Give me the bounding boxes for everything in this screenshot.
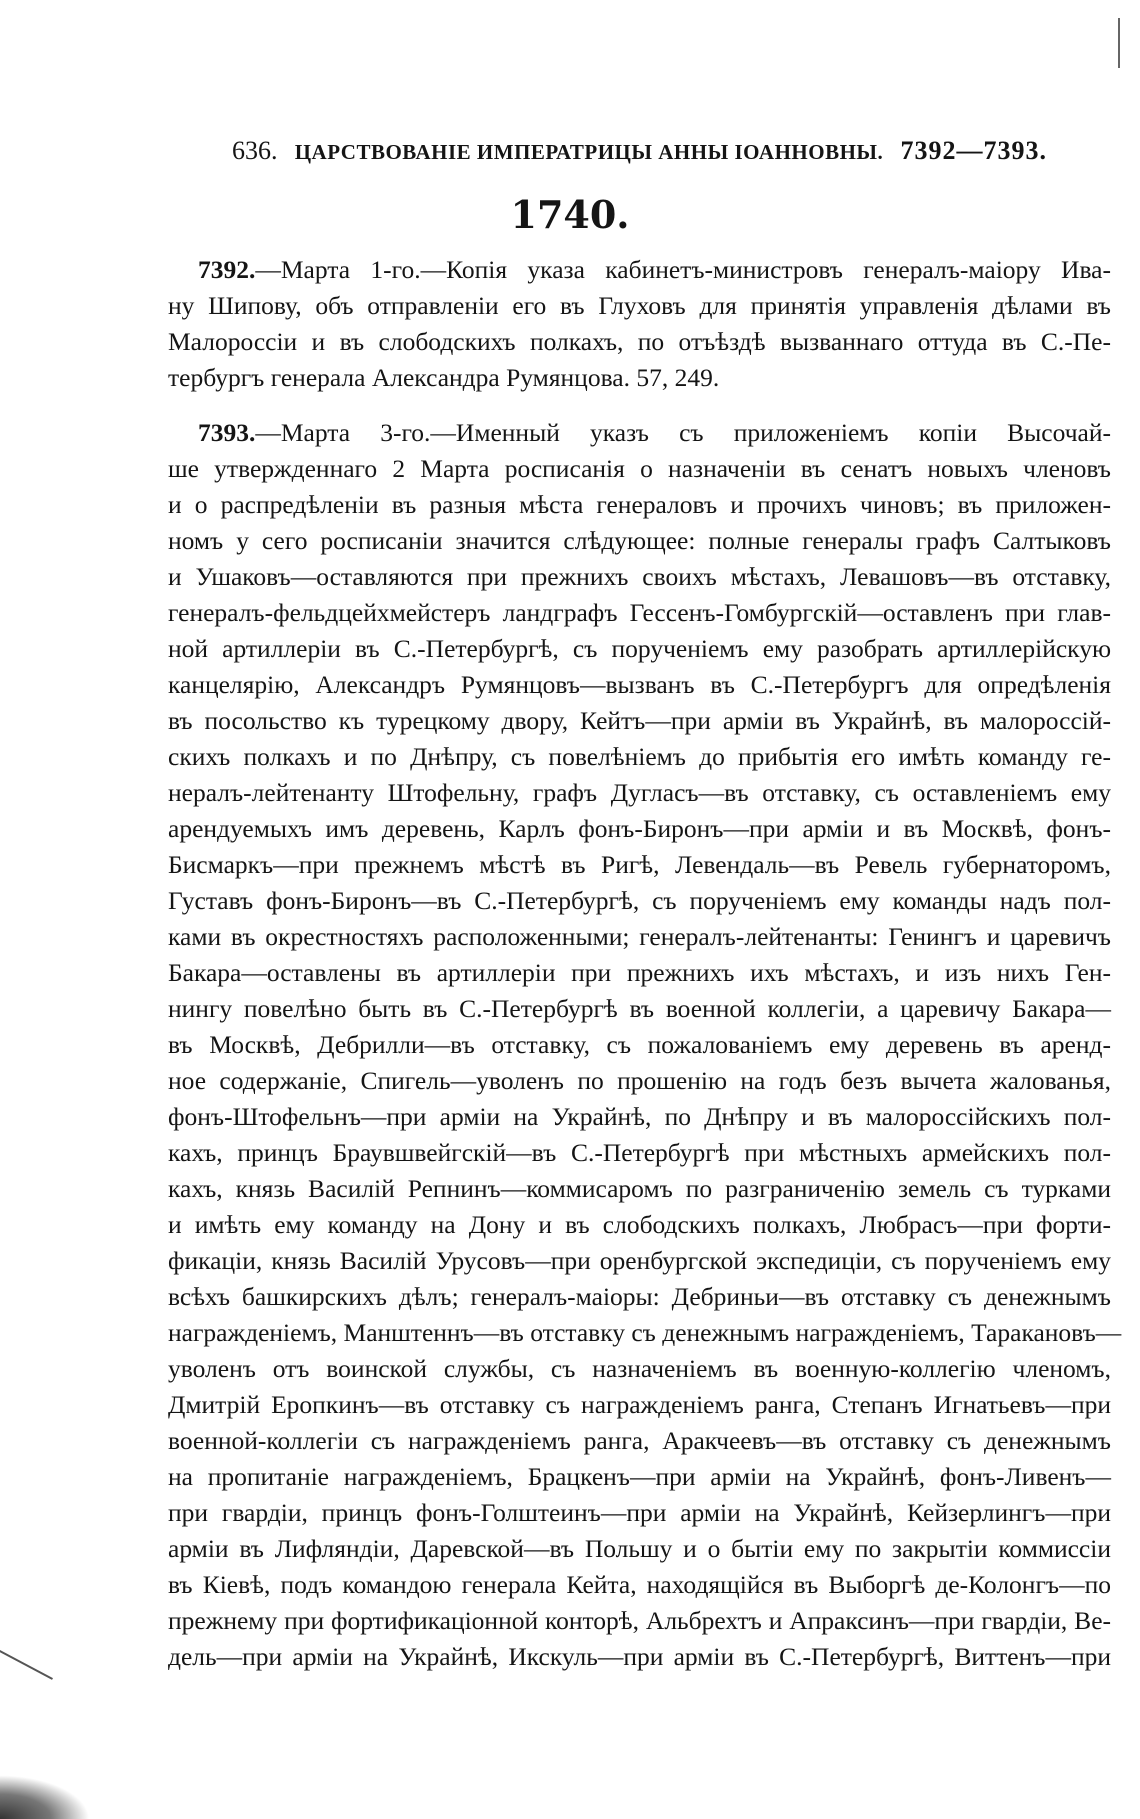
- entry-line: на пропитаніе награжденіемъ, Брацкенъ—при арміи на Украйнѣ, фонъ-Ливенъ—: [168, 1462, 1111, 1491]
- entry-line: арендуемыхъ имъ деревень, Карлъ фонъ-Биронъ—при арміи и въ Москвѣ, фонъ-: [168, 814, 1111, 843]
- page-number: 636.: [232, 136, 278, 165]
- entry-line: при гвардіи, принцъ фонъ-Голштеинъ—при арміи на Украйнѣ, Кейзерлингъ—при: [168, 1498, 1111, 1527]
- entry-line: нералъ-лейтенанту Штофельну, графъ Дугласъ—въ отставку, съ оставленіемъ ему: [168, 778, 1111, 807]
- entry-line: арміи въ Лифляндіи, Даревской—въ Польшу и о бытіи ему по закрытіи коммиссіи: [168, 1534, 1111, 1563]
- entry-line: фонъ-Штофельнъ—при арміи на Украйнѣ, по Днѣпру и въ малороссійскихъ пол-: [168, 1102, 1111, 1131]
- entry-line: [168, 252, 1111, 288]
- entry-line: скихъ полкахъ и по Днѣпру, съ повелѣніемъ до прибытія его имѣть команду ге-: [168, 742, 1111, 771]
- document-number-range: 7392—7393.: [900, 136, 1047, 165]
- entry-line: номъ у сего росписаніи значится слѣдующее: полные генералы графъ Салтыковъ: [168, 526, 1111, 555]
- entry-line: нингу повелѣно быть въ С.-Петербургѣ въ военной коллегіи, а царевичу Бакара—: [168, 994, 1111, 1023]
- entry-line: и имѣть ему команду на Дону и въ слободскихъ полкахъ, Любрасъ—при форти-: [168, 1210, 1111, 1239]
- entry-7392: [168, 252, 1111, 396]
- entry-line: ной артиллеріи въ С.-Петербургѣ, съ порученіемъ ему разобрать артиллерійскую: [168, 634, 1111, 663]
- entry-line: Густавъ фонъ-Биронъ—въ С.-Петербургѣ, съ порученіемъ ему команды надъ пол-: [168, 886, 1111, 915]
- entry-line-text: —Марта 3-го.—Именный указъ съ приложеніемъ копіи Высочай-: [255, 418, 1111, 447]
- entry-line: дель—при арміи на Украйнѣ, Икскуль—при арміи въ С.-Петербургѣ, Виттенъ—при: [168, 1642, 1111, 1671]
- entry-line: въ посольство къ турецкому двору, Кейтъ—при арміи въ Украйнѣ, въ малороссій-: [168, 706, 1111, 735]
- entry-line-text: —Марта 1-го.—Копія указа кабинетъ-министровъ генералъ-маіору Ива-: [255, 255, 1111, 284]
- entry-line: Дмитрій Еропкинъ—въ отставку съ награжденіемъ ранга, Степанъ Игнатьевъ—при: [168, 1390, 1111, 1419]
- entry-line: ное содержаніе, Спигель—уволенъ по прошенію на годъ безъ вычета жалованья,: [168, 1066, 1111, 1095]
- scan-corner-shadow: [0, 1775, 90, 1819]
- entry-line: военной-коллегіи съ награжденіемъ ранга, Аракчеевъ—въ отставку съ денежнымъ: [168, 1426, 1111, 1455]
- year-heading: 1740.: [510, 192, 630, 237]
- running-title: ЦАРСТВОВАНІЕ ИМПЕРАТРИЦЫ АННЫ ІОАННОВНЫ.: [294, 140, 884, 164]
- entry-line: Бисмаркъ—при прежнемъ мѣстѣ въ Ригѣ, Левендаль—въ Ревель губернаторомъ,: [168, 850, 1111, 879]
- entry-line: прежнему при фортификаціонной конторѣ, Альбрехтъ и Апраксинъ—при гвардіи, Ве-: [168, 1606, 1111, 1635]
- entry-line: ну Шипову, объ отправленіи его въ Глуховъ для принятія управленія дѣлами въ: [168, 291, 1111, 320]
- entry-line: фикаціи, князь Василій Урусовъ—при оренбургской экспедиціи, съ порученіемъ ему: [168, 1246, 1111, 1275]
- entry-line: и Ушаковъ—оставляются при прежнихъ своихъ мѣстахъ, Левашовъ—въ отставку,: [168, 562, 1111, 591]
- entry-line: [168, 415, 1111, 451]
- entry-7393: [168, 415, 1122, 1675]
- page-header: [232, 136, 1047, 166]
- entry-number: 7393.: [198, 418, 256, 447]
- entry-line: тербургъ генерала Александра Румянцова. 57, 249.: [168, 363, 720, 392]
- entry-line: награжденіемъ, Манштеннъ—въ отставку съ денежнымъ награжденіемъ, Таракановъ—: [168, 1318, 1122, 1347]
- scan-margin-mark: [1118, 18, 1120, 68]
- entry-line: и о распредѣленіи въ разныя мѣста генераловъ и прочихъ чиновъ; въ приложен-: [168, 490, 1111, 519]
- entry-line: Бакара—оставлены въ артиллеріи при прежнихъ ихъ мѣстахъ, и изъ нихъ Ген-: [168, 958, 1111, 987]
- entry-line: канцелярію, Александръ Румянцовъ—вызванъ въ С.-Петербургъ для опредѣленія: [168, 670, 1111, 699]
- entry-line: ками въ окрестностяхъ расположенными; генералъ-лейтенанты: Генингъ и царевичъ: [168, 922, 1111, 951]
- entry-line: въ Кіевѣ, подъ командою генерала Кейта, находящійся въ Выборгѣ де-Колонгъ—по: [168, 1570, 1111, 1599]
- entry-line: въ Москвѣ, Дебрилли—въ отставку, съ пожалованіемъ ему деревень въ аренд-: [168, 1030, 1111, 1059]
- entry-line: кахъ, принцъ Браувшвейгскій—въ С.-Петербургѣ при мѣстныхъ армейскихъ пол-: [168, 1138, 1111, 1167]
- entry-line: всѣхъ башкирскихъ дѣлъ; генералъ-маіоры: Дебриньи—въ отставку съ денежнымъ: [168, 1282, 1111, 1311]
- entry-line: уволенъ отъ воинской службы, съ назначеніемъ въ военную-коллегію членомъ,: [168, 1354, 1111, 1383]
- entry-line: генералъ-фельдцейхмейстеръ ландграфъ Гессенъ-Гомбургскій—оставленъ при глав-: [168, 598, 1111, 627]
- entry-line: Малороссіи и въ слободскихъ полкахъ, по отъѣздѣ вызваннаго оттуда въ С.-Пе-: [168, 327, 1111, 356]
- entry-line: кахъ, князь Василій Репнинъ—коммисаромъ по разграниченію земель съ турками: [168, 1174, 1111, 1203]
- entry-line: ше утвержденнаго 2 Марта росписанія о назначеніи въ сенатъ новыхъ членовъ: [168, 454, 1111, 483]
- scan-edge-mark: [0, 1650, 53, 1706]
- entry-number: 7392.: [198, 255, 256, 284]
